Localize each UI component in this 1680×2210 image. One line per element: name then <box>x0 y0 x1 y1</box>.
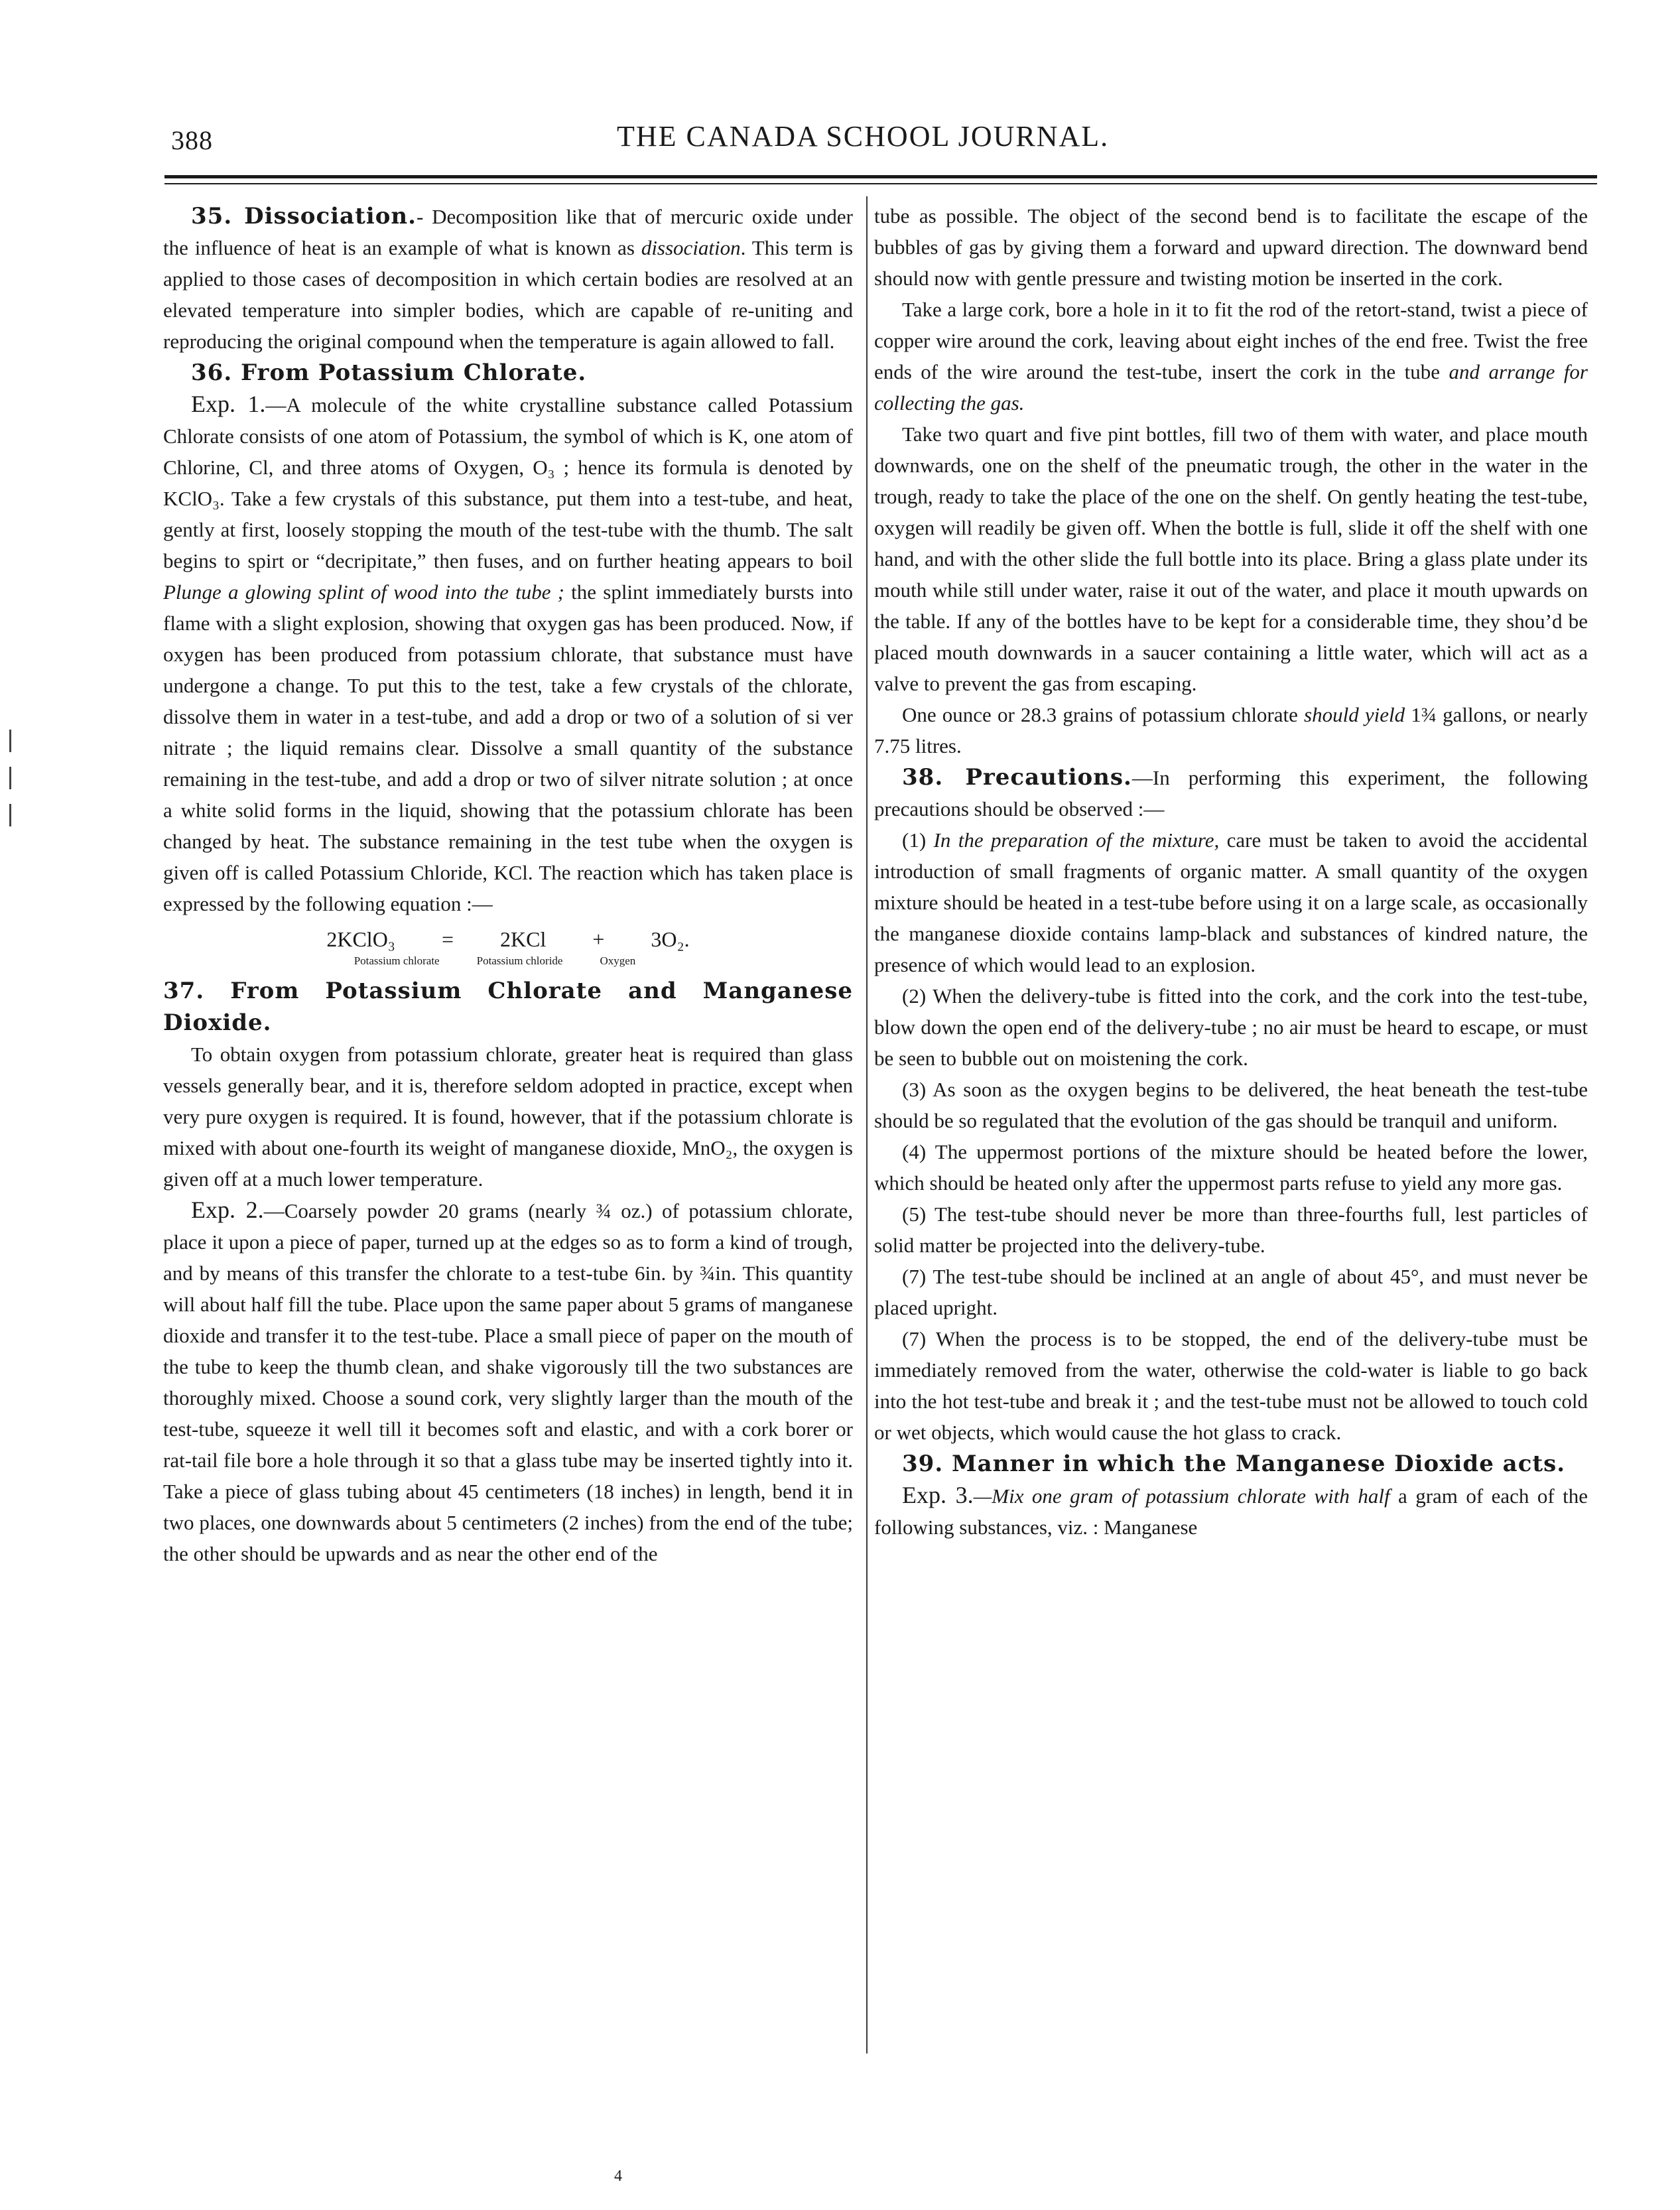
exp1-text-b: the splint immediately bursts into flame with a slight explosion, showing that oxygen gas has been produced. Now, if oxygen has been produced from potassium chlorate, that substance must have undergone a change. To put this to the test, take a few crystals of the chlorate, dissolve them in water in a test-tube, and add a drop or two of a solution of si ver nitrate ; the liquid remains clear. Dissolve a small quantity of the substance remaining in the test-tube, and add a drop or two of silver nitrate solution ; at once a white solid forms in the liquid, showing that the potassium chlorate has been changed by heat. The substance remaining in the test tube when the oxygen is given off is called Potassium Chloride, KCl. The reaction which has taken place is expressed by the following equation :— <box>163 580 853 915</box>
exp3-label: Exp. 3. <box>902 1482 974 1508</box>
precaution-2: (2) When the delivery-tube is fitted into the cork, and the cork into the test-tube, blow down the open end of the delivery-tube ; no air must be heard to escape, or must be seen to bubble out on moistening the cork. <box>874 984 1588 1070</box>
right-para4-text-a: One ounce or 28.3 grains of potassium chlorate <box>902 703 1305 726</box>
section-39-heading-line <box>874 1448 1588 1480</box>
right-para4 <box>874 699 1588 761</box>
page-number: 388 <box>171 125 213 155</box>
exp3-text: a gram of each of the following substances, viz. : Manganese <box>874 1484 1588 1539</box>
right-para2-italic: and arrange for collecting the gas. <box>874 360 1588 415</box>
running-title: THE CANADA SCHOOL JOURNAL. <box>617 120 1110 153</box>
reaction-equation <box>163 925 853 954</box>
experiment-2 <box>163 1195 853 1569</box>
eq-lhs: 2KClO₃ <box>326 927 395 951</box>
experiment-1 <box>163 389 853 919</box>
section-35-text-a: - Decomposition like that of mercuric oxide under the influence of heat is an example of what is known as <box>163 205 853 259</box>
precaution-6: (7) The test-tube should be inclined at an angle of about 45°, and must never be placed upright. <box>874 1265 1588 1319</box>
section-37-para1: To obtain oxygen from potassium chlorate, greater heat is required than glass vessels generally bear, and it is, therefore seldom adopted in practice, except when very pure oxygen is required. It is found, however, that if the potassium chlorate is mixed with about one-fourth its weight of manganese dioxide, MnO₂, the oxygen is given off at a much lower temperature. <box>163 1043 853 1191</box>
header-rule-thick <box>164 175 1597 178</box>
eq-label-lhs: Potassium chlorate <box>354 954 440 967</box>
eq-equals: = <box>441 927 454 951</box>
exp1-label: Exp. 1. <box>191 391 266 417</box>
exp3-italic: —Mix one gram of potassium chlorate with half <box>973 1484 1390 1508</box>
right-para4-text-b: 1¾ gallons, or nearly 7.75 litres. <box>874 703 1588 757</box>
precaution-1 <box>874 824 1588 980</box>
column-divider <box>866 196 868 2053</box>
eq-rhs2: 3O₂. <box>651 927 690 951</box>
precaution-4: (4) The uppermost portions of the mixture should be heated before the lower, which should be heated only after the uppermost parts refuse to yield any more gas. <box>874 1140 1588 1195</box>
section-38-heading: 38. Precautions. <box>902 764 1132 791</box>
right-para1: tube as possible. The object of the second bend is to facilitate the escape of the bubbles of gas by giving them a forward and upward direction. The downward bend should now with gentle pressure and twisting motion be inserted in the cork. <box>874 204 1588 290</box>
margin-ticks <box>9 730 11 876</box>
equation-labels <box>163 954 853 968</box>
precaution-1-num: (1) <box>902 828 934 852</box>
section-35-italic: dissociation <box>641 236 741 259</box>
section-38 <box>874 761 1588 824</box>
exp2-text: —Coarsely powder 20 grams (nearly ¾ oz.) of potassium chlorate, place it upon a piece of paper, turned up at the edges so as to form a kind of trough, and by means of this transfer the chlorate to a test-tube 6in. by ¾in. This quantity will about half fill the tube. Place upon the same paper about 5 grams of manganese dioxide and transfer it to the test-tube. Place a small piece of paper on the mouth of the tube to keep the thumb clean, and shake vigorously till the two substances are thoroughly mixed. Choose a sound cork, very slightly larger than the mouth of the test-tube, squeeze it well till it becomes soft and elastic, and with a cork borer or rat-tail file bore a hole through it so that a glass tube may be inserted tightly into it. Take a piece of glass tubing about 45 centimeters (18 inches) in length, bend it in two places, one downwards about 5 centimeters (2 inches) from the end of the tube; the other should be upwards and as near the other end of the <box>163 1199 853 1565</box>
exp2-label: Exp. 2. <box>191 1197 264 1223</box>
right-para3: Take two quart and five pint bottles, fill two of them with water, and place mouth downwards, one on the shelf of the pneumatic trough, the other in the water in the trough, ready to take the place of the one on the shelf. On gently heating the test-tube, oxygen will readily be given off. When the bottle is full, slide it off the shelf with one hand, and with the other slide the full bottle into its place. Bring a glass plate under its mouth while still under water, raise it out of the water, and place it mouth upwards on the table. If any of the bottles have to be kept for a considerable time, they shou’d be placed mouth downwards in a saucer containing a little water, which will act as a valve to prevent the gas from escaping. <box>874 422 1588 695</box>
section-36-heading: 36. From Potassium Chlorate. <box>191 359 587 386</box>
section-39-heading: 39. Manner in which the Manganese Dioxide acts. <box>902 1451 1566 1477</box>
eq-label-rhs2: Oxygen <box>600 954 636 967</box>
exp1-text: —A molecule of the white crystalline substance called Potassium Chlorate consists of one atom of Potassium, the symbol of which is K, one atom of Chlorine, Cl, and three atoms of Oxygen, O₃ ; hence its formula is denoted by KClO₃. Take a few crystals of this substance, put them into a test-tube, and heat, gently at first, loosely stopping the mouth of the test-tube with the thumb. The salt begins to spirt or “decripitate,” then fuses, and on further heating appears to boil <box>163 393 853 572</box>
footer-mark: 4 <box>614 2168 622 2185</box>
section-35-text-b: . This term is applied to those cases of decomposition in which certain bodies are resolved at an elevated temperature into simpler bodies, which are capable of re-uniting and reproducing the original compound when the temperature is again allowed to fall. <box>163 236 854 353</box>
right-para4-italic: should yield <box>1304 703 1405 726</box>
precaution-1-text: care must be taken to avoid the accidental introduction of small fragments of organic matter. A small quantity of the oxygen mixture should be heated in a test-tube before using it on a large scale, as occasionally the manganese dioxide contains lamp-black and substances of kindred nature, the presence of which would lead to an explosion. <box>874 828 1588 976</box>
precaution-3: (3) As soon as the oxygen begins to be delivered, the heat beneath the test-tube should be so regulated that the evolution of the gas should be tranquil and uniform. <box>874 1078 1588 1132</box>
section-36-heading-line <box>163 357 853 389</box>
header-rule-thin <box>164 183 1597 184</box>
eq-rhs1: 2KCl <box>500 927 547 951</box>
section-37-heading: 37. From Potassium Chlorate and Manganese Dioxide. <box>163 978 853 1036</box>
left-column <box>163 200 853 1569</box>
right-column <box>874 200 1588 1543</box>
eq-label-rhs1: Potassium chloride <box>476 954 563 967</box>
right-para2-text: Take a large cork, bore a hole in it to fit the rod of the retort-stand, twist a piece of copper wire around the cork, leaving about eight inches of the end free. Twist the free ends of the wire around the test-tube, insert the cork in the tube <box>874 298 1588 383</box>
section-38-intro: —In performing this experiment, the following precautions should be observed :— <box>874 766 1588 820</box>
section-35 <box>163 200 853 357</box>
precaution-1-italic: In the preparation of the mixture, <box>933 828 1220 852</box>
right-para2 <box>874 294 1588 419</box>
eq-plus: + <box>592 927 605 951</box>
exp1-italic: Plunge a glowing splint of wood into the tube ; <box>163 580 564 604</box>
precaution-5: (5) The test-tube should never be more than three-fourths full, lest particles of solid matter be projected into the delivery-tube. <box>874 1202 1588 1257</box>
section-35-heading: 35. Dissociation. <box>191 203 417 229</box>
section-37-heading-line <box>163 975 853 1039</box>
experiment-3 <box>874 1480 1588 1543</box>
precaution-7: (7) When the process is to be stopped, the end of the delivery-tube must be immediately removed from the water, otherwise the cold-water is liable to go back into the hot test-tube and break it ; and the test-tube must not be allowed to touch cold or wet objects, which would cause the hot glass to crack. <box>874 1327 1588 1444</box>
